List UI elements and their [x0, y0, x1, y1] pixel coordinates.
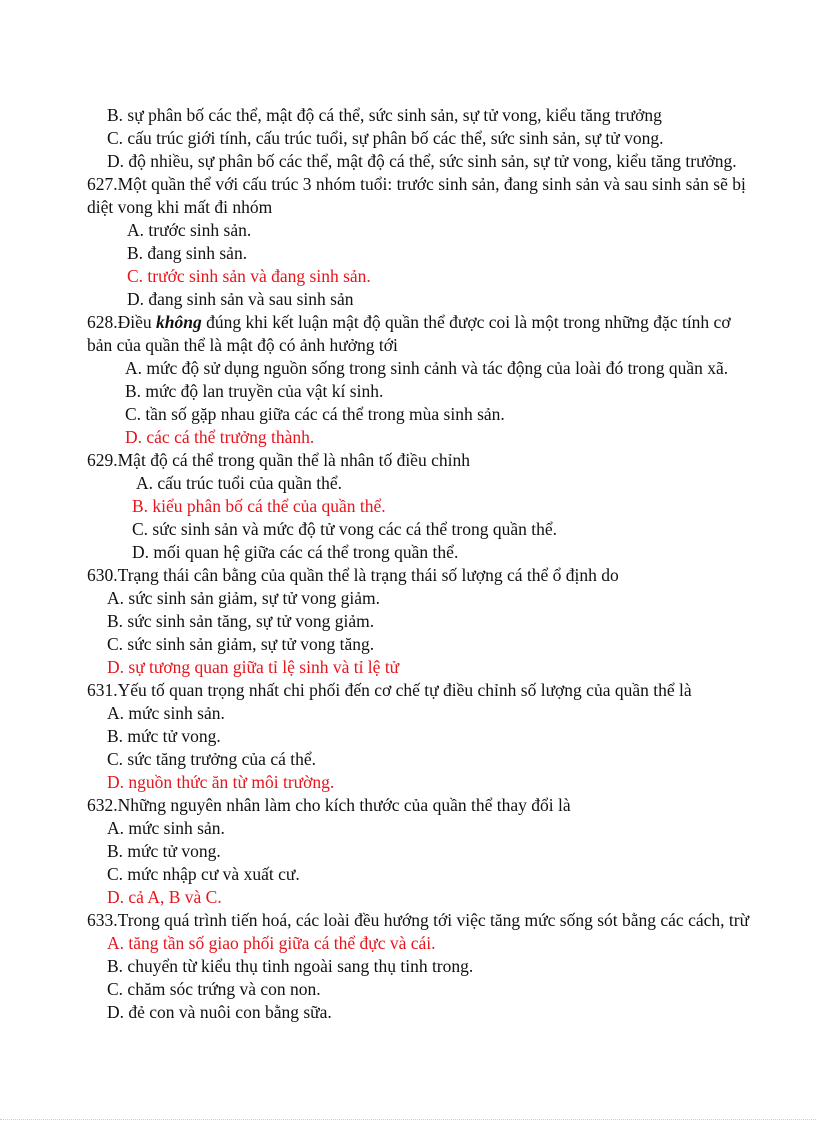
- question-627-text-line2: diệt vong khi mất đi nhóm: [87, 197, 273, 217]
- question-627-option-b: B. đang sinh sản.: [127, 243, 248, 263]
- question-628-emphasis: không: [156, 312, 202, 332]
- question-628-option-b: B. mức độ lan truyền của vật kí sinh.: [125, 381, 384, 401]
- question-632-text: 632.Những nguyên nhân làm cho kích thước của quần thể thay đổi là: [87, 795, 571, 815]
- question-632-option-c: C. mức nhập cư và xuất cư.: [107, 864, 300, 884]
- question-627-option-c-answer: C. trước sinh sản và đang sinh sản.: [127, 266, 371, 286]
- question-630-option-b: B. sức sinh sản tăng, sự tử vong giảm.: [107, 611, 375, 631]
- question-628-prefix: 628.Điều: [87, 312, 157, 332]
- question-633-text: 633.Trong quá trình tiến hoá, các loài đều hướng tới việc tăng mức sống sót bằng các cách, trừ: [87, 910, 750, 930]
- question-631-option-b: B. mức tử vong.: [107, 726, 221, 746]
- question-630-text: 630.Trạng thái cân bằng của quần thể là trạng thái số lượng cá thể ổ định do: [87, 565, 619, 585]
- question-631-option-a: A. mức sinh sản.: [107, 703, 225, 723]
- question-632-option-d-answer: D. cả A, B và C.: [107, 887, 222, 907]
- question-631-text: 631.Yếu tố quan trọng nhất chi phối đến cơ chế tự điều chỉnh số lượng của quần thể là: [87, 680, 692, 700]
- question-628-option-c: C. tần số gặp nhau giữa các cá thể trong mùa sinh sản.: [125, 404, 505, 424]
- question-628-text-line2: bản của quần thể là mật độ có ảnh hưởng tới: [87, 335, 398, 355]
- question-629-option-b-answer: B. kiểu phân bố cá thể của quần thể.: [132, 496, 386, 516]
- question-633-option-b: B. chuyển từ kiểu thụ tinh ngoài sang thụ tinh trong.: [107, 956, 474, 976]
- question-628-text-line1: [87, 311, 731, 333]
- question-633-option-c: C. chăm sóc trứng và con non.: [107, 979, 321, 999]
- lead-in-option-d: D. độ nhiều, sự phân bố các thể, mật độ cá thể, sức sinh sản, sự tử vong, kiểu tăng trưởng.: [107, 151, 737, 171]
- lead-in-option-b: B. sự phân bố các thể, mật độ cá thể, sức sinh sản, sự tử vong, kiểu tăng trưởng: [107, 105, 662, 125]
- lead-in-option-c: C. cấu trúc giới tính, cấu trúc tuổi, sự phân bố các thể, sức sinh sản, sự tử vong.: [107, 128, 664, 148]
- question-629-option-a: A. cấu trúc tuổi của quần thể.: [136, 473, 343, 493]
- question-631-option-c: C. sức tăng trưởng của cá thể.: [107, 749, 316, 769]
- question-629-text: 629.Mật độ cá thể trong quần thể là nhân tố điều chỉnh: [87, 450, 470, 470]
- question-629-option-c: C. sức sinh sản và mức độ tử vong các cá thể trong quần thể.: [132, 519, 558, 539]
- question-631-option-d-answer: D. nguồn thức ăn từ môi trường.: [107, 772, 335, 792]
- question-632-option-a: A. mức sinh sản.: [107, 818, 225, 838]
- question-630-option-d-answer: D. sự tương quan giữa tỉ lệ sinh và tỉ lệ tử: [107, 657, 400, 677]
- question-630-option-c: C. sức sinh sản giảm, sự tử vong tăng.: [107, 634, 375, 654]
- question-628-option-a: A. mức độ sử dụng nguồn sống trong sinh cảnh và tác động của loài đó trong quần xã.: [125, 358, 729, 378]
- question-627-text-line1: 627.Một quần thể với cấu trúc 3 nhóm tuổi: trước sinh sản, đang sinh sản và sau sinh sản sẽ bị: [87, 174, 746, 194]
- page-bottom-border: [0, 1119, 816, 1120]
- question-629-option-d: D. mối quan hệ giữa các cá thể trong quần thể.: [132, 542, 459, 562]
- question-628-option-d-answer: D. các cá thể trưởng thành.: [125, 427, 315, 447]
- question-628-line1-rest: đúng khi kết luận mật độ quần thể được coi là một trong những đặc tính cơ: [201, 312, 731, 332]
- question-633-option-d: D. đẻ con và nuôi con bằng sữa.: [107, 1002, 332, 1022]
- question-627-option-d: D. đang sinh sản và sau sinh sản: [127, 289, 354, 309]
- question-627-option-a: A. trước sinh sản.: [127, 220, 252, 240]
- question-630-option-a: A. sức sinh sản giảm, sự tử vong giảm.: [107, 588, 380, 608]
- question-633-option-a-answer: A. tăng tần số giao phối giữa cá thể đực và cái.: [107, 933, 436, 953]
- question-632-option-b: B. mức tử vong.: [107, 841, 221, 861]
